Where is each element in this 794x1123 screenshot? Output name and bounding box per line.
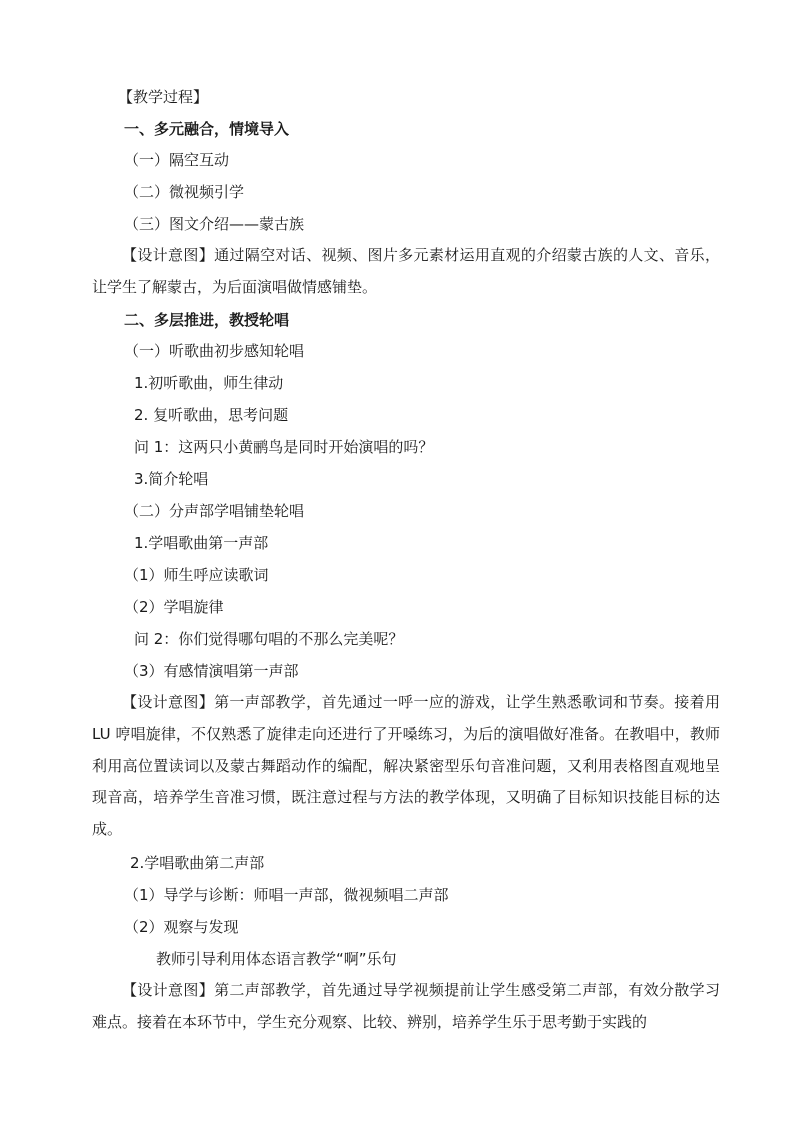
section1-item-2: （二）微视频引学: [124, 183, 245, 201]
part2-step-2: 2.学唱歌曲第二声部: [130, 854, 265, 872]
section2-title: 二、多层推进，教授轮唱: [124, 311, 290, 329]
section1-title: 一、多元融合，情境导入: [124, 120, 290, 138]
part1-step-2: 2. 复听歌曲，思考问题: [134, 406, 289, 424]
design-text: 第二声部教学，首先通过导学视频提前让学生感受第二声部，有效分散学习难点。接着在本环节中，学生充分观察、比较、辨别，培养学生乐于思考勤于实践的: [92, 981, 720, 1031]
process-heading: 【教学过程】: [118, 88, 209, 106]
part2-step-1: 1.学唱歌曲第一声部: [134, 534, 269, 552]
design-label: 【设计意图】: [122, 246, 215, 264]
part2-sub-2-2: （2）观察与发现: [124, 918, 239, 936]
part2-design-paragraph: [92, 687, 720, 846]
part2-design2-paragraph: [92, 975, 720, 1039]
design-label: 【设计意图】: [122, 693, 215, 711]
design-text: 第一声部教学，首先通过一呼一应的游戏，让学生熟悉歌词和节奏。接着用 LU 哼唱旋律，不仅熟悉了旋律走向还进行了开嗓练习，为后的演唱做好准备。在教唱中，教师利用高位置读词以及蒙古舞蹈动作的编配，解决紧密型乐句音准问题，又利用表格图直观地呈现音高，培养学生音准习惯，既注意过程与方法的教学体现，又明确了目标知识技能目标的达成。: [92, 693, 720, 839]
part2-sub-1: （1）师生呼应读歌词: [124, 566, 269, 584]
section1-item-3: （三）图文介绍——蒙古族: [124, 215, 305, 233]
part1-question-1: 问 1：这两只小黄鹂鸟是同时开始演唱的吗？: [134, 438, 434, 456]
section1-item-1: （一）隔空互动: [124, 151, 230, 169]
part1-step-3: 3.简介轮唱: [134, 470, 209, 488]
part2-sub-3: （3）有感情演唱第一声部: [124, 662, 299, 680]
design-label: 【设计意图】: [122, 981, 215, 999]
part2-question-2: 问 2：你们觉得哪句唱的不那么完美呢？: [134, 630, 404, 648]
part2-sub-2: （2）学唱旋律: [124, 598, 224, 616]
part2-sub-2-2-text: 教师引导利用体态语言教学“啊”乐句: [156, 950, 397, 968]
part2-sub-2-1: （1）导学与诊断：师唱一声部，微视频唱二声部: [124, 886, 449, 904]
section1-design-paragraph: [92, 240, 720, 304]
part2-title: （二）分声部学唱铺垫轮唱: [124, 502, 305, 520]
design-text: 通过隔空对话、视频、图片多元素材运用直观的介绍蒙古族的人文、音乐，让学生了解蒙古，为后面演唱做情感铺垫。: [92, 246, 720, 296]
part1-title: （一）听歌曲初步感知轮唱: [124, 342, 305, 360]
part1-step-1: 1.初听歌曲，师生律动: [134, 374, 284, 392]
